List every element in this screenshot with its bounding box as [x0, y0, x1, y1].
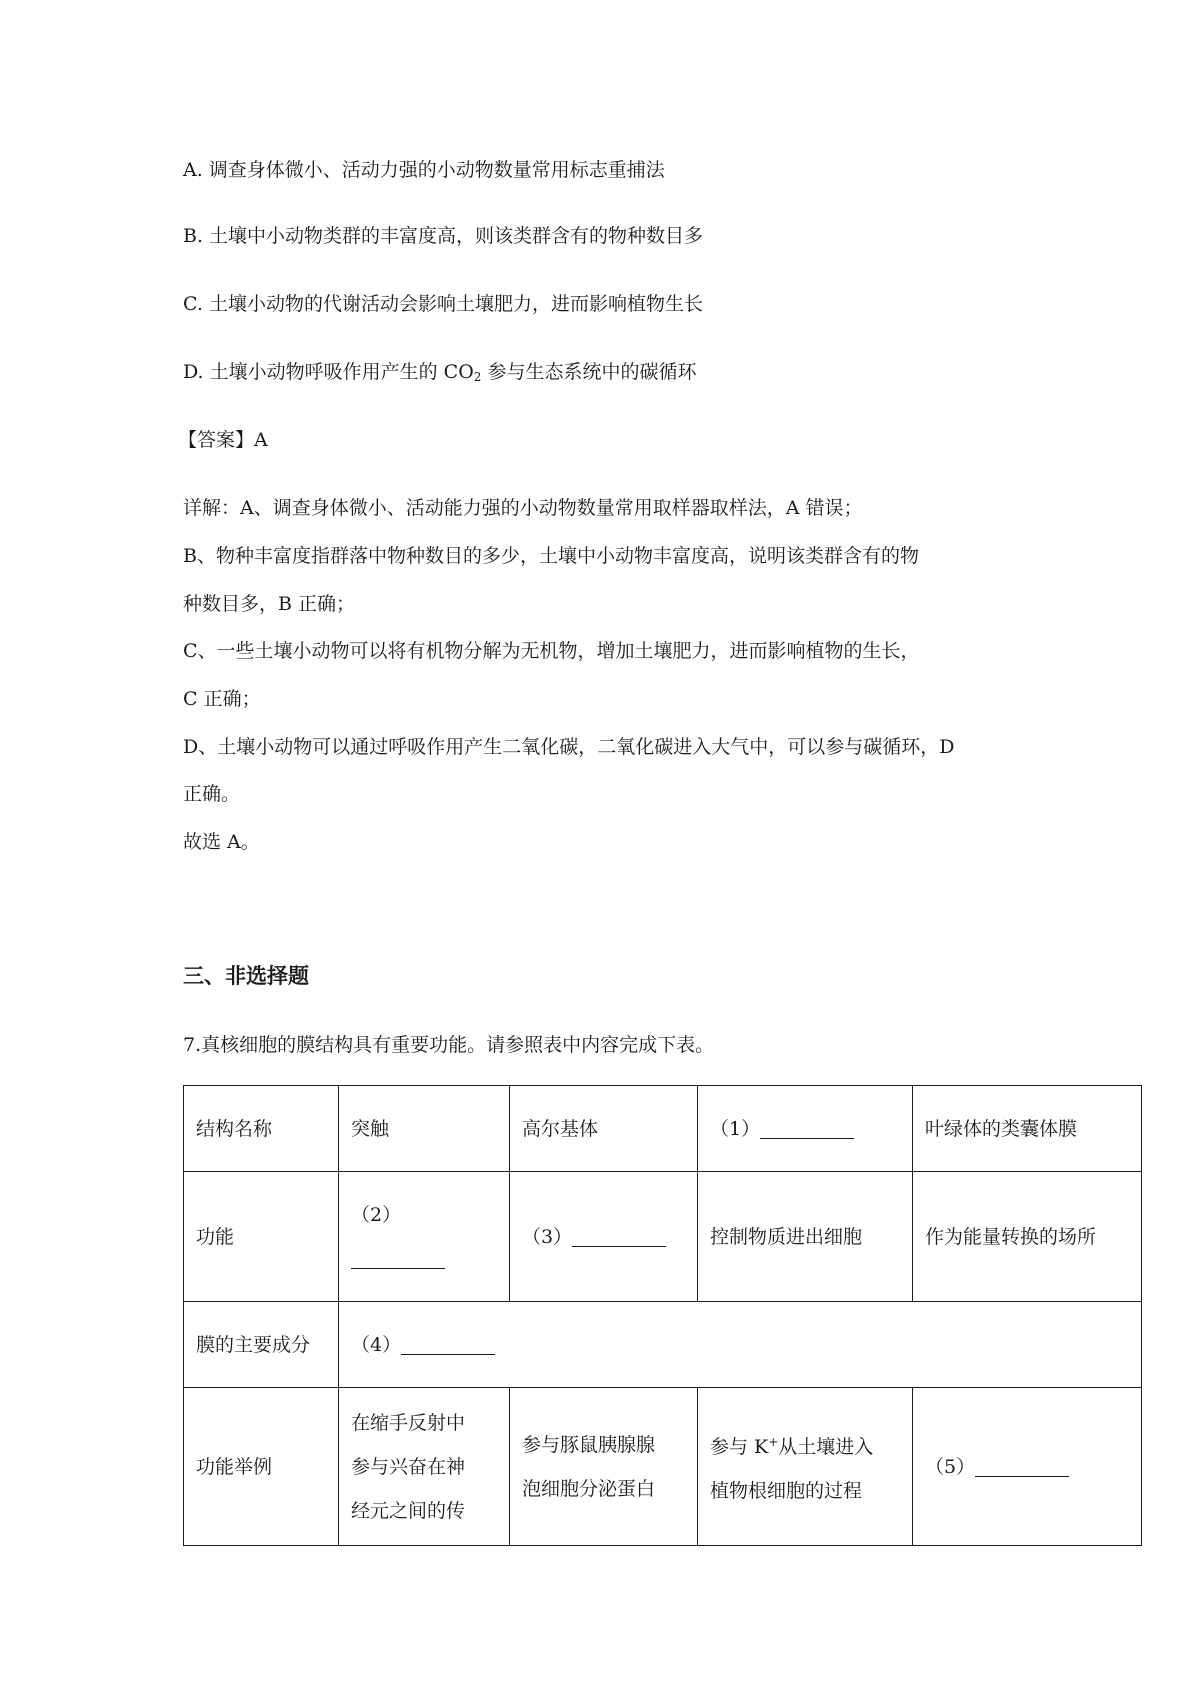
- blank-line-1: [760, 1116, 854, 1139]
- table-row: [184, 1086, 1142, 1172]
- cell-example-golgi: [510, 1388, 698, 1546]
- explanation-line-3: 种数目多，B 正确；: [183, 593, 356, 615]
- blank-line-4: [401, 1332, 495, 1355]
- example-synapse-line-3: 经元之间的传: [351, 1499, 466, 1522]
- example-membrane-text: 参与 K: [710, 1436, 769, 1458]
- explanation-line-4: C、一些土壤小动物可以将有机物分解为无机物，增加土壤肥力，进而影响植物的生长，: [183, 640, 920, 662]
- example-synapse-line-2: 参与兴奋在神: [351, 1455, 466, 1478]
- explanation-line-8: 故选 A。: [183, 831, 260, 853]
- example-membrane-line-1: [710, 1420, 900, 1469]
- answer: 【答案】A: [178, 429, 268, 451]
- cell-energy-conversion: 作为能量转换的场所: [913, 1172, 1142, 1302]
- explanation-line-5: C 正确；: [183, 688, 261, 710]
- section-heading: 三、非选择题: [183, 964, 309, 988]
- explanation-line-6: D、土壤小动物可以通过呼吸作用产生二氧化碳，二氧化碳进入大气中，可以参与碳循环，D: [183, 736, 955, 758]
- table-row: [184, 1172, 1142, 1302]
- blank-label-4: （4）: [351, 1333, 402, 1356]
- example-golgi-line-1: 参与豚鼠胰腺腺: [522, 1433, 656, 1456]
- cell-thylakoid: 叶绿体的类囊体膜: [913, 1086, 1142, 1172]
- cell-blank-1: [698, 1086, 913, 1172]
- example-membrane-text-end: 从土壤进入: [778, 1436, 874, 1458]
- blank-label-5: （5）: [925, 1455, 976, 1478]
- table-row: [184, 1388, 1142, 1546]
- blank-line-3: [572, 1224, 666, 1247]
- example-synapse-line-1: 在缩手反射中: [351, 1411, 466, 1434]
- cell-synapse: 突触: [339, 1086, 510, 1172]
- explanation-line-7: 正确。: [183, 783, 241, 805]
- option-d-subscript: 2: [473, 370, 482, 384]
- example-membrane-sup: +: [768, 1435, 779, 1449]
- option-d: [183, 358, 696, 391]
- row-header-examples: 功能举例: [184, 1388, 339, 1546]
- blank-line-2-wrap: [351, 1237, 497, 1281]
- row-header-structure: 结构名称: [184, 1086, 339, 1172]
- example-golgi-line-2: 泡细胞分泌蛋白: [522, 1477, 656, 1500]
- membrane-table: [183, 1085, 1142, 1546]
- explanation-line-1: 详解：A、调查身体微小、活动能力强的小动物数量常用取样器取样法，A 错误；: [183, 497, 863, 519]
- blank-label-2: （2）: [351, 1203, 402, 1226]
- blank-label-1: （1）: [710, 1117, 761, 1140]
- row-header-function: 功能: [184, 1172, 339, 1302]
- blank-line-2: [351, 1246, 445, 1269]
- option-b: B. 土壤中小动物类群的丰富度高，则该类群含有的物种数目多: [183, 225, 704, 247]
- cell-blank-4: [339, 1302, 1142, 1388]
- option-d-text-end: 参与生态系统中的碳循环: [481, 361, 697, 383]
- cell-example-membrane: [698, 1388, 913, 1546]
- row-header-components: 膜的主要成分: [184, 1302, 339, 1388]
- option-d-text: D. 土壤小动物呼吸作用产生的 CO: [183, 361, 474, 383]
- blank-label-3: （3）: [522, 1225, 573, 1248]
- cell-example-synapse: [339, 1388, 510, 1546]
- cell-blank-3: [510, 1172, 698, 1302]
- example-membrane-line-2: 植物根细胞的过程: [710, 1480, 863, 1502]
- cell-blank-5: [913, 1388, 1142, 1546]
- table-row: [184, 1302, 1142, 1388]
- blank-line-5: [975, 1454, 1069, 1477]
- question-text: 7.真核细胞的膜结构具有重要功能。请参照表中内容完成下表。: [183, 1034, 715, 1056]
- cell-blank-2: [339, 1172, 510, 1302]
- cell-control-transport: 控制物质进出细胞: [698, 1172, 913, 1302]
- option-c: C. 土壤小动物的代谢活动会影响土壤肥力，进而影响植物生长: [183, 293, 703, 315]
- cell-golgi: 高尔基体: [510, 1086, 698, 1172]
- option-a: A. 调查身体微小、活动力强的小动物数量常用标志重捕法: [183, 159, 665, 181]
- explanation-line-2: B、物种丰富度指群落中物种数目的多少，土壤中小动物丰富度高，说明该类群含有的物: [183, 545, 919, 567]
